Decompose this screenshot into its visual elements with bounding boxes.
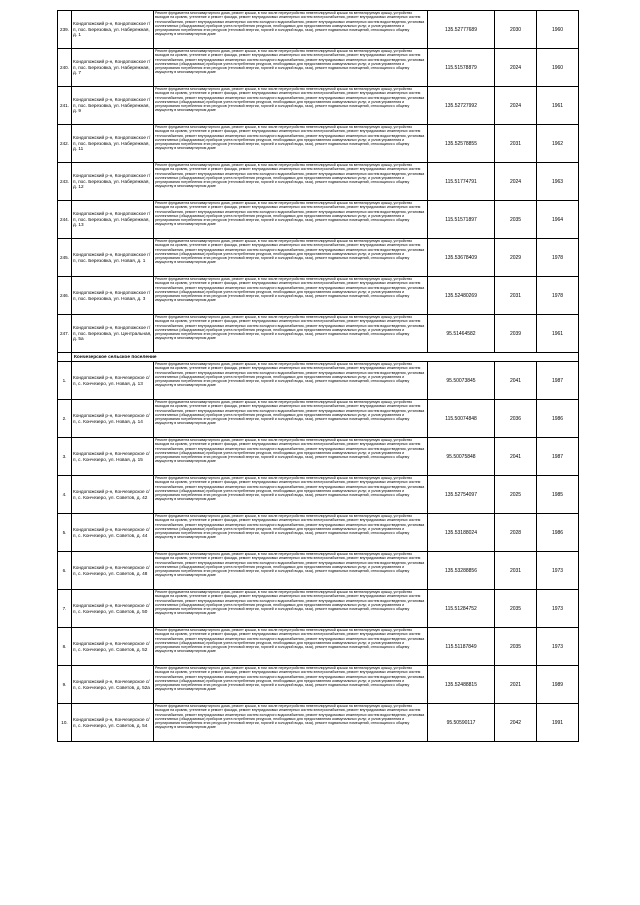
- build-year-cell: 1978: [537, 239, 579, 277]
- work-description-cell: Ремонт фундамента многоквартирного дома, ремонт крыши, в том числе переустройство невентилируемой крыши на вентилируемую крышу, устройство выходов на кровлю, утепление и ремонт фасада, ремонт внутридомовых инженерных систем электроснабжения, ремонт внутридомовых инженерных систем теплоснабжения, ремонт внутридомовых инженерных систем холодного водоснабжения, ремонт внутридомовых инженерных систем водоотведения, установка коллективных (общедомовых) приборов учета потребления ресурсов, необходимых для предоставления коммунальных услуг, и узлов управления и регулирования потребления этих ресурсов (тепловой энергии, горячей и холодной воды, газа), ремонт подвальных помещений, относящихся к общему имуществу в многоквартирном доме: [154, 476, 428, 514]
- build-year-cell: 1961: [537, 87, 579, 125]
- address-cell: Кондопожский р-н, Кондопожское г/п, пос. Березовка, ул. Набережная, д. 1: [72, 11, 154, 49]
- works-table-sheet: [57, 10, 578, 742]
- work-description-cell: Ремонт фундамента многоквартирного дома, ремонт крыши, в том числе переустройство невентилируемой крыши на вентилируемую крышу, устройство выходов на кровлю, утепление и ремонт фасада, ремонт внутридомовых инженерных систем электроснабжения, ремонт внутридомовых инженерных систем теплоснабжения, ремонт внутридомовых инженерных систем холодного водоснабжения, ремонт внутридомовых инженерных систем водоотведения, установка коллективных (общедомовых) приборов учета потребления ресурсов, необходимых для предоставления коммунальных услуг, и узлов управления и регулирования потребления этих ресурсов (тепловой энергии, горячей и холодной воды, газа), ремонт подвальных помещений, относящихся к общему имуществу в многоквартирном доме: [154, 704, 428, 742]
- build-year-cell: 1989: [537, 666, 579, 704]
- build-year-cell: 1991: [537, 704, 579, 742]
- table-row: [58, 666, 579, 704]
- build-year-cell: 1963: [537, 163, 579, 201]
- table-row: [58, 315, 579, 353]
- build-year-cell: 1964: [537, 201, 579, 239]
- cadastral-value-cell: 115.51187849: [428, 628, 495, 666]
- work-description-cell: Ремонт фундамента многоквартирного дома, ремонт крыши, в том числе переустройство невентилируемой крыши на вентилируемую крышу, устройство выходов на кровлю, утепление и ремонт фасада, ремонт внутридомовых инженерных систем электроснабжения, ремонт внутридомовых инженерных систем теплоснабжения, ремонт внутридомовых инженерных систем холодного водоснабжения, ремонт внутридомовых инженерных систем водоотведения, установка коллективных (общедомовых) приборов учета потребления ресурсов, необходимых для предоставления коммунальных услуг, и узлов управления и регулирования потребления этих ресурсов (тепловой энергии, горячей и холодной воды, газа), ремонт подвальных помещений, относящихся к общему имуществу в многоквартирном доме: [154, 87, 428, 125]
- planned-year-cell: 2031: [495, 552, 537, 590]
- build-year-cell: 1987: [537, 438, 579, 476]
- planned-year-cell: 2024: [495, 163, 537, 201]
- row-number: 241.: [58, 87, 72, 125]
- cadastral-value-cell: 95.50073845: [428, 362, 495, 400]
- row-number: 5.: [58, 514, 72, 552]
- row-number: 247.: [58, 315, 72, 353]
- address-cell: Кондопожский р-н, Кончезерское с/п, с. Кончезеро, ул. Новая, д. 15: [72, 438, 154, 476]
- row-number: 3.: [58, 438, 72, 476]
- cadastral-value-cell: 135.52480269: [428, 277, 495, 315]
- build-year-cell: 1985: [537, 476, 579, 514]
- row-number: 240.: [58, 49, 72, 87]
- work-description-cell: Ремонт фундамента многоквартирного дома, ремонт крыши, в том числе переустройство невентилируемой крыши на вентилируемую крышу, устройство выходов на кровлю, утепление и ремонт фасада, ремонт внутридомовых инженерных систем электроснабжения, ремонт внутридомовых инженерных систем теплоснабжения, ремонт внутридомовых инженерных систем холодного водоснабжения, ремонт внутридомовых инженерных систем водоотведения, установка коллективных (общедомовых) приборов учета потребления ресурсов, необходимых для предоставления коммунальных услуг, и узлов управления и регулирования потребления этих ресурсов (тепловой энергии, горячей и холодной воды, газа), ремонт подвальных помещений, относящихся к общему имуществу в многоквартирном доме: [154, 163, 428, 201]
- cadastral-value-cell: 135.52488815: [428, 666, 495, 704]
- row-number: 4.: [58, 476, 72, 514]
- table-row: [58, 277, 579, 315]
- cadastral-value-cell: 115.51578879: [428, 49, 495, 87]
- table-row: [58, 163, 579, 201]
- table-row: [58, 87, 579, 125]
- work-description-cell: Ремонт фундамента многоквартирного дома, ремонт крыши, в том числе переустройство невентилируемой крыши на вентилируемую крышу, устройство выходов на кровлю, утепление и ремонт фасада, ремонт внутридомовых инженерных систем электроснабжения, ремонт внутридомовых инженерных систем теплоснабжения, ремонт внутридомовых инженерных систем холодного водоснабжения, ремонт внутридомовых инженерных систем водоотведения, установка коллективных (общедомовых) приборов учета потребления ресурсов, необходимых для предоставления коммунальных услуг, и узлов управления и регулирования потребления этих ресурсов (тепловой энергии, горячей и холодной воды, газа), ремонт подвальных помещений, относящихся к общему имуществу в многоквартирном доме: [154, 590, 428, 628]
- section-empty-cell: [58, 353, 72, 362]
- table-row: [58, 125, 579, 163]
- capital-repair-table: [57, 10, 579, 742]
- table-row: [58, 362, 579, 400]
- work-description-cell: Ремонт фундамента многоквартирного дома, ремонт крыши, в том числе переустройство невентилируемой крыши на вентилируемую крышу, устройство выходов на кровлю, утепление и ремонт фасада, ремонт внутридомовых инженерных систем электроснабжения, ремонт внутридомовых инженерных систем теплоснабжения, ремонт внутридомовых инженерных систем холодного водоснабжения, ремонт внутридомовых инженерных систем водоотведения, установка коллективных (общедомовых) приборов учета потребления ресурсов, необходимых для предоставления коммунальных услуг, и узлов управления и регулирования потребления этих ресурсов (тепловой энергии, горячей и холодной воды, газа), ремонт подвальных помещений, относящихся к общему имуществу в многоквартирном доме: [154, 666, 428, 704]
- address-cell: Кондопожский р-н, Кончезерское с/п, с. Кончезеро, ул. Новая, д. 13: [72, 362, 154, 400]
- cadastral-value-cell: 135.52777689: [428, 11, 495, 49]
- address-cell: Кондопожский р-н, Кончезерское с/п, с. Кончезеро, ул. Советов, д. 52: [72, 628, 154, 666]
- planned-year-cell: 2036: [495, 400, 537, 438]
- table-row: [58, 201, 579, 239]
- table-row: [58, 590, 579, 628]
- address-cell: Кондопожский р-н, Кончезерское с/п, с. Кончезеро, ул. Новая, д. 14: [72, 400, 154, 438]
- cadastral-value-cell: 115.51774791: [428, 163, 495, 201]
- row-number: 246.: [58, 277, 72, 315]
- cadastral-value-cell: 135.52578855: [428, 125, 495, 163]
- row-number: 244.: [58, 201, 72, 239]
- cadastral-value-cell: 135.53288856: [428, 552, 495, 590]
- work-description-cell: Ремонт фундамента многоквартирного дома, ремонт крыши, в том числе переустройство невентилируемой крыши на вентилируемую крышу, устройство выходов на кровлю, утепление и ремонт фасада, ремонт внутридомовых инженерных систем электроснабжения, ремонт внутридомовых инженерных систем теплоснабжения, ремонт внутридомовых инженерных систем холодного водоснабжения, ремонт внутридомовых инженерных систем водоотведения, установка коллективных (общедомовых) приборов учета потребления ресурсов, необходимых для предоставления коммунальных услуг, и узлов управления и регулирования потребления этих ресурсов (тепловой энергии, горячей и холодной воды, газа), ремонт подвальных помещений, относящихся к общему имуществу в многоквартирном доме: [154, 277, 428, 315]
- table-body-top: [58, 11, 579, 353]
- work-description-cell: Ремонт фундамента многоквартирного дома, ремонт крыши, в том числе переустройство невентилируемой крыши на вентилируемую крышу, устройство выходов на кровлю, утепление и ремонт фасада, ремонт внутридомовых инженерных систем электроснабжения, ремонт внутридомовых инженерных систем теплоснабжения, ремонт внутридомовых инженерных систем холодного водоснабжения, ремонт внутридомовых инженерных систем водоотведения, установка коллективных (общедомовых) приборов учета потребления ресурсов, необходимых для предоставления коммунальных услуг, и узлов управления и регулирования потребления этих ресурсов (тепловой энергии, горячей и холодной воды, газа), ремонт подвальных помещений, относящихся к общему имуществу в многоквартирном доме: [154, 315, 428, 353]
- work-description-cell: Ремонт фундамента многоквартирного дома, ремонт крыши, в том числе переустройство невентилируемой крыши на вентилируемую крышу, устройство выходов на кровлю, утепление и ремонт фасада, ремонт внутридомовых инженерных систем электроснабжения, ремонт внутридомовых инженерных систем теплоснабжения, ремонт внутридомовых инженерных систем холодного водоснабжения, ремонт внутридомовых инженерных систем водоотведения, установка коллективных (общедомовых) приборов учета потребления ресурсов, необходимых для предоставления коммунальных услуг, и узлов управления и регулирования потребления этих ресурсов (тепловой энергии, горячей и холодной воды, газа), ремонт подвальных помещений, относящихся к общему имуществу в многоквартирном доме: [154, 239, 428, 277]
- row-number: 243.: [58, 163, 72, 201]
- address-cell: Кондопожский р-н, Кончезерское с/п, с. Кончезеро, ул. Советов, д. 54: [72, 704, 154, 742]
- address-cell: Кондопожский р-н, Кончезерское с/п, с. Кончезеро, ул. Советов, д. 42: [72, 476, 154, 514]
- work-description-cell: Ремонт фундамента многоквартирного дома, ремонт крыши, в том числе переустройство невентилируемой крыши на вентилируемую крышу, устройство выходов на кровлю, утепление и ремонт фасада, ремонт внутридомовых инженерных систем электроснабжения, ремонт внутридомовых инженерных систем теплоснабжения, ремонт внутридомовых инженерных систем холодного водоснабжения, ремонт внутридомовых инженерных систем водоотведения, установка коллективных (общедомовых) приборов учета потребления ресурсов, необходимых для предоставления коммунальных услуг, и узлов управления и регулирования потребления этих ресурсов (тепловой энергии, горячей и холодной воды, газа), ремонт подвальных помещений, относящихся к общему имуществу в многоквартирном доме: [154, 514, 428, 552]
- table-row: [58, 49, 579, 87]
- row-number: 6.: [58, 552, 72, 590]
- build-year-cell: 1961: [537, 315, 579, 353]
- table-row: [58, 400, 579, 438]
- section-header-group: [58, 353, 579, 362]
- address-cell: Кондопожский р-н, Кондопожское г/п, пос. Березовка, ул. Новая, д. 1: [72, 239, 154, 277]
- build-year-cell: 1973: [537, 590, 579, 628]
- build-year-cell: 1960: [537, 49, 579, 87]
- table-row: [58, 239, 579, 277]
- section-title: Кончезерское сельское поселение: [72, 353, 579, 362]
- cadastral-value-cell: 135.53188024: [428, 514, 495, 552]
- planned-year-cell: 2035: [495, 628, 537, 666]
- work-description-cell: Ремонт фундамента многоквартирного дома, ремонт крыши, в том числе переустройство невентилируемой крыши на вентилируемую крышу, устройство выходов на кровлю, утепление и ремонт фасада, ремонт внутридомовых инженерных систем электроснабжения, ремонт внутридомовых инженерных систем теплоснабжения, ремонт внутридомовых инженерных систем холодного водоснабжения, ремонт внутридомовых инженерных систем водоотведения, установка коллективных (общедомовых) приборов учета потребления ресурсов, необходимых для предоставления коммунальных услуг, и узлов управления и регулирования потребления этих ресурсов (тепловой энергии, горячей и холодной воды, газа), ремонт подвальных помещений, относящихся к общему имуществу в многоквартирном доме: [154, 552, 428, 590]
- planned-year-cell: 2029: [495, 239, 537, 277]
- table-body-bottom: [58, 362, 579, 742]
- planned-year-cell: 2041: [495, 362, 537, 400]
- row-number: 10.: [58, 704, 72, 742]
- build-year-cell: 1978: [537, 277, 579, 315]
- planned-year-cell: 2031: [495, 277, 537, 315]
- planned-year-cell: 2031: [495, 125, 537, 163]
- row-number: 239.: [58, 11, 72, 49]
- planned-year-cell: 2035: [495, 201, 537, 239]
- row-number: 7.: [58, 590, 72, 628]
- build-year-cell: 1986: [537, 400, 579, 438]
- planned-year-cell: 2041: [495, 438, 537, 476]
- cadastral-value-cell: 135.52727992: [428, 87, 495, 125]
- table-row: [58, 438, 579, 476]
- cadastral-value-cell: 95.50590117: [428, 704, 495, 742]
- address-cell: Кондопожский р-н, Кончезерское с/п, с. Кончезеро, ул. Советов, д. 50: [72, 590, 154, 628]
- section-header-row: [58, 353, 579, 362]
- address-cell: Кондопожский р-н, Кончезерское с/п, с. Кончезеро, ул. Советов, д. 44: [72, 514, 154, 552]
- planned-year-cell: 2025: [495, 476, 537, 514]
- table-row: [58, 628, 579, 666]
- cadastral-value-cell: 115.51284752: [428, 590, 495, 628]
- planned-year-cell: 2024: [495, 49, 537, 87]
- row-number: 1.: [58, 362, 72, 400]
- cadastral-value-cell: 135.52754097: [428, 476, 495, 514]
- planned-year-cell: 2028: [495, 514, 537, 552]
- table-row: [58, 476, 579, 514]
- work-description-cell: Ремонт фундамента многоквартирного дома, ремонт крыши, в том числе переустройство невентилируемой крыши на вентилируемую крышу, устройство выходов на кровлю, утепление и ремонт фасада, ремонт внутридомовых инженерных систем электроснабжения, ремонт внутридомовых инженерных систем теплоснабжения, ремонт внутридомовых инженерных систем холодного водоснабжения, ремонт внутридомовых инженерных систем водоотведения, установка коллективных (общедомовых) приборов учета потребления ресурсов, необходимых для предоставления коммунальных услуг, и узлов управления и регулирования потребления этих ресурсов (тепловой энергии, горячей и холодной воды, газа), ремонт подвальных помещений, относящихся к общему имуществу в многоквартирном доме: [154, 362, 428, 400]
- planned-year-cell: 2030: [495, 11, 537, 49]
- cadastral-value-cell: 95.51464582: [428, 315, 495, 353]
- address-cell: Кондопожский р-н, Кондопожское г/п, пос. Березовка, ул. Набережная, д. 13: [72, 201, 154, 239]
- build-year-cell: 1973: [537, 628, 579, 666]
- planned-year-cell: 2021: [495, 666, 537, 704]
- work-description-cell: Ремонт фундамента многоквартирного дома, ремонт крыши, в том числе переустройство невентилируемой крыши на вентилируемую крышу, устройство выходов на кровлю, утепление и ремонт фасада, ремонт внутридомовых инженерных систем электроснабжения, ремонт внутридомовых инженерных систем теплоснабжения, ремонт внутридомовых инженерных систем холодного водоснабжения, ремонт внутридомовых инженерных систем водоотведения, установка коллективных (общедомовых) приборов учета потребления ресурсов, необходимых для предоставления коммунальных услуг, и узлов управления и регулирования потребления этих ресурсов (тепловой энергии, горячей и холодной воды, газа), ремонт подвальных помещений, относящихся к общему имуществу в многоквартирном доме: [154, 628, 428, 666]
- address-cell: Кондопожский р-н, Кондопожское г/п, пос. Березовка, ул. Набережная, д. 7: [72, 49, 154, 87]
- work-description-cell: Ремонт фундамента многоквартирного дома, ремонт крыши, в том числе переустройство невентилируемой крыши на вентилируемую крышу, устройство выходов на кровлю, утепление и ремонт фасада, ремонт внутридомовых инженерных систем электроснабжения, ремонт внутридомовых инженерных систем теплоснабжения, ремонт внутридомовых инженерных систем холодного водоснабжения, ремонт внутридомовых инженерных систем водоотведения, установка коллективных (общедомовых) приборов учета потребления ресурсов, необходимых для предоставления коммунальных услуг, и узлов управления и регулирования потребления этих ресурсов (тепловой энергии, горячей и холодной воды, газа), ремонт подвальных помещений, относящихся к общему имуществу в многоквартирном доме: [154, 125, 428, 163]
- address-cell: Кондопожский р-н, Кондопожское г/п, пос. Березовка, ул. Новая, д. 3: [72, 277, 154, 315]
- cadastral-value-cell: 135.53678409: [428, 239, 495, 277]
- row-number: 245.: [58, 239, 72, 277]
- build-year-cell: 1987: [537, 362, 579, 400]
- cadastral-value-cell: 115.50074848: [428, 400, 495, 438]
- row-number: 9.: [58, 666, 72, 704]
- planned-year-cell: 2042: [495, 704, 537, 742]
- planned-year-cell: 2035: [495, 590, 537, 628]
- row-number: 2.: [58, 400, 72, 438]
- cadastral-value-cell: 115.51571897: [428, 201, 495, 239]
- table-row: [58, 514, 579, 552]
- address-cell: Кондопожский р-н, Кондопожское г/п, пос. Березовка, ул. Набережная, д. 12: [72, 163, 154, 201]
- work-description-cell: Ремонт фундамента многоквартирного дома, ремонт крыши, в том числе переустройство невентилируемой крыши на вентилируемую крышу, устройство выходов на кровлю, утепление и ремонт фасада, ремонт внутридомовых инженерных систем электроснабжения, ремонт внутридомовых инженерных систем теплоснабжения, ремонт внутридомовых инженерных систем холодного водоснабжения, ремонт внутридомовых инженерных систем водоотведения, установка коллективных (общедомовых) приборов учета потребления ресурсов, необходимых для предоставления коммунальных услуг, и узлов управления и регулирования потребления этих ресурсов (тепловой энергии, горячей и холодной воды, газа), ремонт подвальных помещений, относящихся к общему имуществу в многоквартирном доме: [154, 201, 428, 239]
- table-row: [58, 552, 579, 590]
- work-description-cell: Ремонт фундамента многоквартирного дома, ремонт крыши, в том числе переустройство невентилируемой крыши на вентилируемую крышу, устройство выходов на кровлю, утепление и ремонт фасада, ремонт внутридомовых инженерных систем электроснабжения, ремонт внутридомовых инженерных систем теплоснабжения, ремонт внутридомовых инженерных систем холодного водоснабжения, ремонт внутридомовых инженерных систем водоотведения, установка коллективных (общедомовых) приборов учета потребления ресурсов, необходимых для предоставления коммунальных услуг, и узлов управления и регулирования потребления этих ресурсов (тепловой энергии, горячей и холодной воды, газа), ремонт подвальных помещений, относящихся к общему имуществу в многоквартирном доме: [154, 11, 428, 49]
- address-cell: Кондопожский р-н, Кондопожское г/п, пос. Березовка, ул. Набережная, д. 9: [72, 87, 154, 125]
- address-cell: Кондопожский р-н, Кончезерское с/п, с. Кончезеро, ул. Советов, д. 48: [72, 552, 154, 590]
- planned-year-cell: 2039: [495, 315, 537, 353]
- planned-year-cell: 2024: [495, 87, 537, 125]
- work-description-cell: Ремонт фундамента многоквартирного дома, ремонт крыши, в том числе переустройство невентилируемой крыши на вентилируемую крышу, устройство выходов на кровлю, утепление и ремонт фасада, ремонт внутридомовых инженерных систем электроснабжения, ремонт внутридомовых инженерных систем теплоснабжения, ремонт внутридомовых инженерных систем холодного водоснабжения, ремонт внутридомовых инженерных систем водоотведения, установка коллективных (общедомовых) приборов учета потребления ресурсов, необходимых для предоставления коммунальных услуг, и узлов управления и регулирования потребления этих ресурсов (тепловой энергии, горячей и холодной воды, газа), ремонт подвальных помещений, относящихся к общему имуществу в многоквартирном доме: [154, 49, 428, 87]
- table-row: [58, 11, 579, 49]
- build-year-cell: 1960: [537, 11, 579, 49]
- cadastral-value-cell: 95.50075848: [428, 438, 495, 476]
- work-description-cell: Ремонт фундамента многоквартирного дома, ремонт крыши, в том числе переустройство невентилируемой крыши на вентилируемую крышу, устройство выходов на кровлю, утепление и ремонт фасада, ремонт внутридомовых инженерных систем электроснабжения, ремонт внутридомовых инженерных систем теплоснабжения, ремонт внутридомовых инженерных систем холодного водоснабжения, ремонт внутридомовых инженерных систем водоотведения, установка коллективных (общедомовых) приборов учета потребления ресурсов, необходимых для предоставления коммунальных услуг, и узлов управления и регулирования потребления этих ресурсов (тепловой энергии, горячей и холодной воды, газа), ремонт подвальных помещений, относящихся к общему имуществу в многоквартирном доме: [154, 400, 428, 438]
- row-number: 8.: [58, 628, 72, 666]
- row-number: 242.: [58, 125, 72, 163]
- table-row: [58, 704, 579, 742]
- build-year-cell: 1986: [537, 514, 579, 552]
- build-year-cell: 1973: [537, 552, 579, 590]
- build-year-cell: 1962: [537, 125, 579, 163]
- address-cell: Кондопожский р-н, Кондопожское г/п, пос. Березовка, ул. Центральная, д. 5а: [72, 315, 154, 353]
- work-description-cell: Ремонт фундамента многоквартирного дома, ремонт крыши, в том числе переустройство невентилируемой крыши на вентилируемую крышу, устройство выходов на кровлю, утепление и ремонт фасада, ремонт внутридомовых инженерных систем электроснабжения, ремонт внутридомовых инженерных систем теплоснабжения, ремонт внутридомовых инженерных систем холодного водоснабжения, ремонт внутридомовых инженерных систем водоотведения, установка коллективных (общедомовых) приборов учета потребления ресурсов, необходимых для предоставления коммунальных услуг, и узлов управления и регулирования потребления этих ресурсов (тепловой энергии, горячей и холодной воды, газа), ремонт подвальных помещений, относящихся к общему имуществу в многоквартирном доме: [154, 438, 428, 476]
- address-cell: Кондопожский р-н, Кончезерское с/п, с. Кончезеро, ул. Советов, д. 52а: [72, 666, 154, 704]
- address-cell: Кондопожский р-н, Кондопожское г/п, пос. Березовка, ул. Набережная, д. 11: [72, 125, 154, 163]
